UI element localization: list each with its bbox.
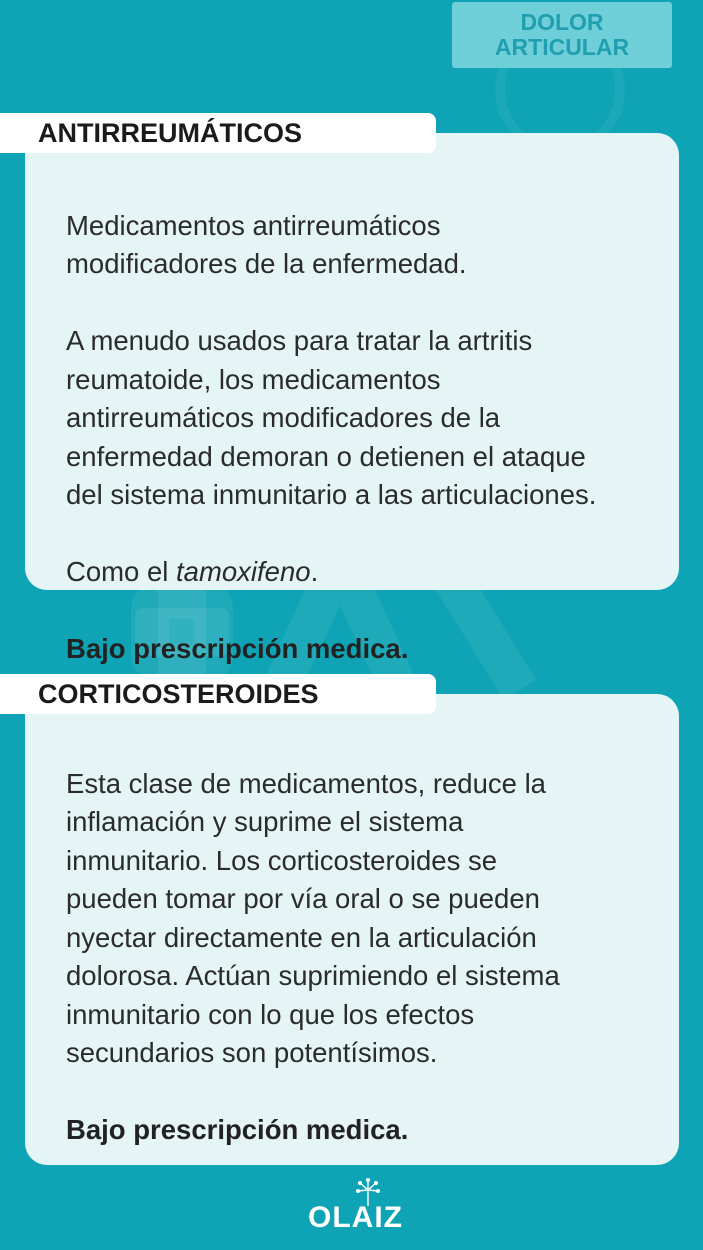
olaiz-logo — [290, 1178, 414, 1238]
antirreumaticos-description: A menudo usados para tratar la artritis reumatoide, los medicamentos antirreumáticos modificadores de la enfermedad demoran o detienen el ataque del sistema inmunitario a las articulaciones. — [66, 325, 597, 510]
category-tag-line2: ARTICULAR — [494, 34, 630, 60]
category-tag-line1: DOLOR — [520, 9, 604, 35]
example-drug: tamoxifeno — [176, 556, 311, 587]
corticosteroides-description: Esta clase de medicamentos, reduce la inflamación y suprime el sistema inmunitario. Los corticosteroides se pueden tomar por vía oral o se pueden nyectar directamente en la articulación dolorosa. Actúan suprimiendo el sistema inmunitario con lo que los efectos secundarios son potentísimos. — [66, 767, 560, 1068]
logo-text: OLAIZ — [308, 1201, 403, 1234]
category-tag — [452, 2, 672, 68]
corticosteroides-prescription: Bajo prescripción medica. — [66, 1114, 409, 1145]
antirreumaticos-example — [66, 553, 703, 592]
antirreumaticos-prescription: Bajo prescripción medica. — [66, 633, 409, 664]
example-prefix: Como el — [66, 556, 177, 587]
corticosteroides-title: CORTICOSTEROIDES — [0, 674, 436, 714]
antirreumaticos-title: ANTIRREUMÁTICOS — [0, 113, 436, 153]
corticosteroides-text — [66, 726, 703, 1188]
antirreumaticos-text — [66, 168, 703, 707]
antirreumaticos-intro: Medicamentos antirreumáticos modificadores de la enfermedad. — [66, 209, 467, 279]
example-suffix: . — [310, 556, 319, 587]
